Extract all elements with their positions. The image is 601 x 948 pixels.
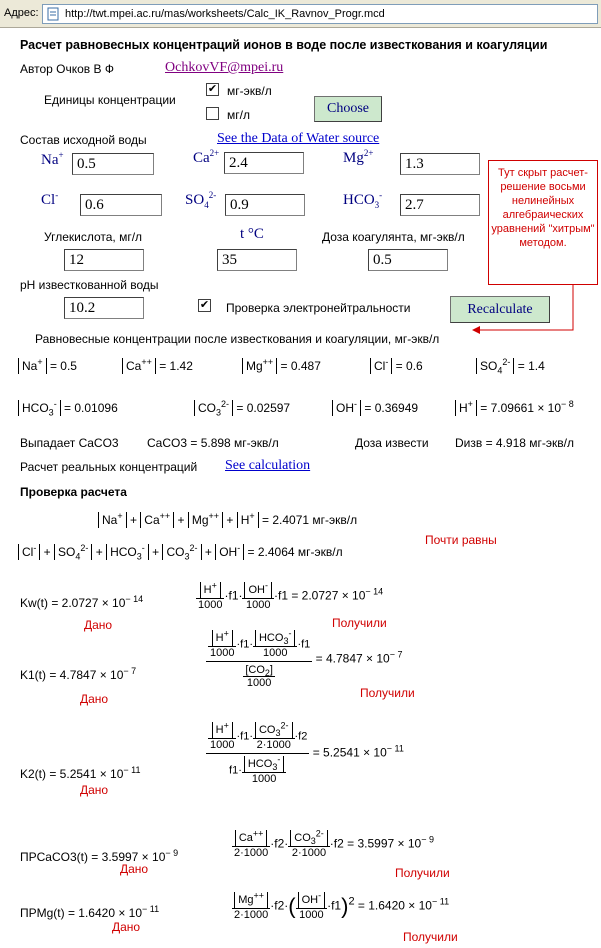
hco3-input[interactable]: 2.7 [400,194,480,216]
pr-mg-given-label: Дано [112,920,141,934]
source-label: Состав исходной воды [20,133,147,147]
kw-got-label: Получили [332,616,387,630]
results-label: Равновесные концентрации после известкования и коагуляции, мг-экв/л [35,332,440,346]
pr-mg-given: ПРMg(t) = $1.6420 \times 10^{- 11}$ [20,904,160,920]
so4-input[interactable]: 0.9 [225,194,305,216]
result-cl: Cl- = 0.6 [370,358,423,374]
units-checkbox-mgl[interactable] [206,107,219,120]
almost-equal-note: Почти равны [425,533,497,547]
ion-label-hco3: $HCO_3^-$ [343,190,383,210]
units-label: Единицы концентрации [44,93,176,107]
ca-input[interactable]: 2.4 [224,152,304,174]
address-label: Адрес: [4,7,39,19]
page-title: Расчет равновесных концентраций ионов в воде после известкования и коагуляции [20,38,548,52]
water-source-link[interactable]: See the Data of Water source [217,131,380,146]
lime-dose-result: Dизв = 4.918 мг-экв/л [455,436,574,450]
k1-given: $K1(t) = 4.7847 \times 10^{- 7}$ [20,666,137,682]
k2-given: $K2(t) = 5.2541 \times 10^{- 11}$ [20,765,141,781]
units-checkbox-mgekv[interactable]: ✔ [207,83,218,95]
lime-dose-label: Доза извести [355,436,429,450]
na-input[interactable]: 0.5 [72,153,154,175]
ion-label-cl: Cl- [41,190,59,208]
see-calculation-link[interactable]: See calculation [225,458,311,473]
mg-input[interactable]: 1.3 [400,153,480,175]
cl-input[interactable]: 0.6 [80,194,162,216]
anion-sum: $Cl^- + SO_4^{2-} + HCO_3^- + CO_3^{2-} + OH^- = 2.4064$ мг-экв/л [18,544,343,560]
author-label: Автор Очков В Ф [20,62,114,76]
co2-input[interactable]: 12 [64,249,144,271]
address-bar [0,0,601,28]
result-mg: Mg++ = 0.487 [242,358,321,374]
result-so4: $SO_4^{2-} = 1.4$ [476,358,545,374]
note-arrow [470,280,580,340]
result-ca: Ca++ = 1.42 [122,358,193,374]
k1-given-label: Дано [80,692,109,706]
ph-label: pH известкованной воды [20,278,159,292]
co2-label: Углекислота, мг/л [44,230,143,244]
author-email-link[interactable]: OchkovVF@mpei.ru [165,60,284,75]
ion-label-ca: $Ca^{2+}$ [193,148,220,166]
k2-calculated: $\frac{H^+}{1000}$ ·f1· $\frac{CO_3^{2-}}{2\cdot 1000}$ ·f2 f1· $\frac{HCO_3^-}{1000}$ = $5.2541 \times 10^{- 11}$ [206,722,404,785]
cation-sum: Na+ + Ca++ + Mg++ + H+ = 2.4071 мг-экв/л [98,512,357,528]
result-h: $H^+ = 7.09661 \times 10^{- 8}$ [455,400,574,416]
ion-label-mg: $Mg^{2+}$ [343,148,374,166]
pr-mg-calculated: $\frac{Mg^{++}}{2\cdot 1000}$ ·f2·( $\frac{OH^-}{1000}$ $\cdot f1)^2 = 1.6420 \times 10^{- 11}$ [234,890,450,921]
pr-mg-got-label: Получили [403,930,458,944]
electroneutrality-checkbox[interactable]: ✔ [199,299,210,311]
kw-given-label: Дано [84,618,113,632]
k1-got-label: Получили [360,686,415,700]
caco3-result: CaCO3 = 5.898 мг-экв/л [147,436,279,450]
recalculate-button[interactable]: Recalculate [450,296,550,323]
ion-label-so4: $SO_4^{2-}$ [185,190,217,210]
temperature-label: t °C [240,226,264,242]
pr-caco3-got-label: Получили [395,866,450,880]
real-conc-label: Расчет реальных концентраций [20,460,198,474]
coagulant-input[interactable]: 0.5 [368,249,448,271]
k1-calculated: $\frac{H^+}{1000}$ ·f1· $\frac{HCO_3^-}{1000}$ ·f1 $\frac{[CO_2]}{1000}$ = $4.7847 \times 10^{- 7}$ [206,630,402,689]
units-option-mgekv: мг-экв/л [227,84,272,98]
page-icon [46,7,60,21]
ph-input[interactable]: 10.2 [64,297,144,319]
temperature-input[interactable]: 35 [217,249,297,271]
result-na: Na+ = 0.5 [18,358,77,374]
result-oh: OH- = 0.36949 [332,400,418,416]
pr-caco3-calculated: $\frac{Ca^{++}}{2\cdot 1000}$ ·f2· $\frac{CO_3^{2-}}{2\cdot 1000}$ $\cdot f2 = 3.5997 \times 10^{- 9}$ [234,828,434,859]
kw-calculated: $\frac{H^+}{1000}$ ·f1· $\frac{OH^-}{1000}$ $\cdot f1 = 2.0727 \times 10^{- 14}$ [198,580,384,611]
units-option-mgl: мг/л [227,108,250,122]
k2-given-label: Дано [80,783,109,797]
choose-button[interactable]: Choose [314,96,382,122]
ion-label-na: Na+ [41,150,64,168]
pr-caco3-given-label: Дано [120,862,149,876]
kw-given: $Kw(t) = 2.0727 \times 10^{- 14}$ [20,594,144,610]
pr-caco3-given: ПРCaCO3(t) = $3.5997 \times 10^{- 9}$ [20,848,179,864]
check-title: Проверка расчета [20,485,127,499]
coagulant-label: Доза коагулянта, мг-экв/л [322,230,465,244]
result-hco3: $HCO_3^- = 0.01096$ [18,400,118,416]
url-text: http://twt.mpei.ac.ru/mas/worksheets/Calc_IK_Ravnov_Progr.mcd [65,8,385,20]
caco3-precipitate-label: Выпадает CaCO3 [20,436,119,450]
result-co3: $CO_3^{2-} = 0.02597$ [194,400,290,416]
address-input[interactable] [42,4,598,24]
electroneutrality-label: Проверка электронейтральности [226,301,411,315]
hidden-calc-note: Тут скрыт расчет-решение восьми нелинейных алгебраических уравнений "хитрым" методом. [488,160,598,285]
